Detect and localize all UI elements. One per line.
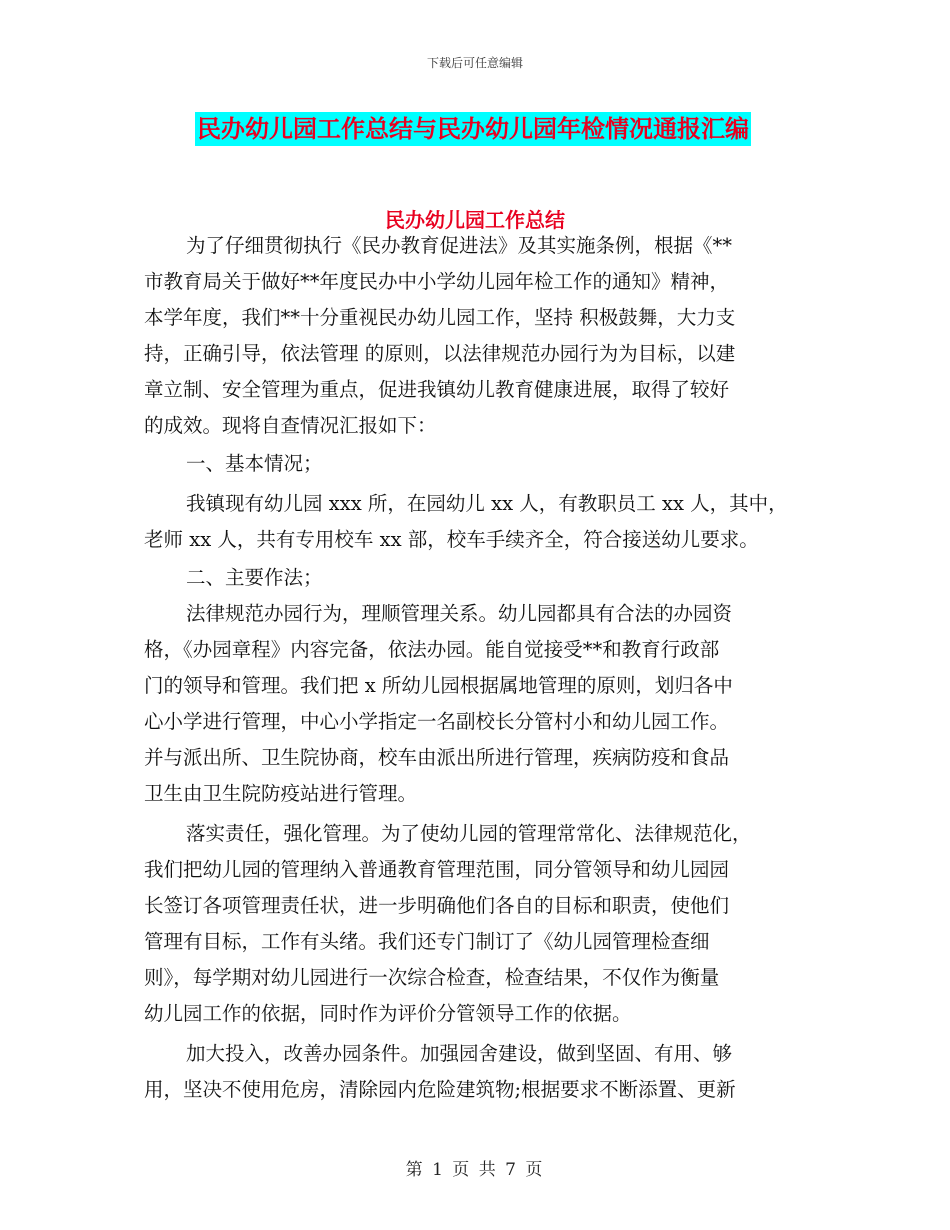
paragraph-line: 本学年度，我们**十分重视民办幼儿园工作，坚持 积极鼓舞，大力支	[144, 306, 736, 329]
section-title: 民办幼儿园工作总结	[385, 208, 565, 232]
paragraph-line: 格，《办园章程》内容完备，依法办园。能自觉接受**和教育行政部	[144, 638, 720, 661]
section-heading-practice: 二、主要作法；	[186, 566, 323, 589]
paragraph-line: 章立制、安全管理为重点，促进我镇幼儿教育健康进展，取得了较好	[144, 378, 730, 401]
paragraph-line: 则》，每学期对幼儿园进行一次综合检查，检查结果，不仅作为衡量	[144, 966, 720, 989]
paragraph-line: 长签订各项管理责任状，进一步明确他们各自的目标和职责，使他们	[144, 894, 730, 917]
paragraph-line: 幼儿园工作的依据，同时作为评价分管领导工作的依据。	[144, 1002, 632, 1025]
paragraph-line: 管理有目标，工作有头绪。我们还专门制订了《幼儿园管理检查细	[144, 930, 710, 953]
paragraph-line: 门的领导和管理。我们把 x 所幼儿园根据属地管理的原则，划归各中	[144, 674, 733, 697]
page-footer: 第 1 页 共 7 页	[405, 1160, 545, 1180]
document-title: 民办幼儿园工作总结与民办幼儿园年检情况通报汇编	[195, 112, 751, 146]
header-note: 下载后可任意编辑	[426, 56, 523, 70]
paragraph-line: 法律规范办园行为，理顺管理关系。幼儿园都具有合法的办园资	[186, 602, 733, 625]
paragraph-line: 老师 xx 人，共有专用校车 xx 部，校车手续齐全，符合接送幼儿要求。	[144, 528, 759, 551]
paragraph-line: 为了仔细贯彻执行《民办教育促进法》及其实施条例，根据《**	[186, 234, 733, 257]
paragraph-line: 加大投入，改善办园条件。加强园舍建设，做到坚固、有用、够	[186, 1042, 733, 1065]
paragraph-line: 持，正确引导，依法管理 的原则，以法律规范办园行为为目标，以建	[144, 342, 736, 365]
section-heading-basic: 一、基本情况；	[186, 452, 323, 475]
paragraph-line: 我们把幼儿园的管理纳入普通教育管理范围，同分管领导和幼儿园园	[144, 858, 730, 881]
paragraph-line: 落实责任，强化管理。为了使幼儿园的管理常常化、法律规范化，	[186, 822, 752, 845]
paragraph-line: 并与派出所、卫生院协商，校车由派出所进行管理，疾病防疫和食品	[144, 746, 730, 769]
paragraph-line: 我镇现有幼儿园 xxx 所，在园幼儿 xx 人，有教职员工 xx 人，其中，	[186, 492, 788, 515]
paragraph-line: 卫生由卫生院防疫站进行管理。	[144, 782, 418, 805]
paragraph-line: 市教育局关于做好**年度民办中小学幼儿园年检工作的通知》精神，	[144, 270, 730, 293]
paragraph-line: 的成效。现将自查情况汇报如下：	[144, 414, 437, 437]
paragraph-line: 用，坚决不使用危房，清除园内危险建筑物;根据要求不断添置、更新	[144, 1078, 736, 1101]
paragraph-line: 心小学进行管理，中心小学指定一名副校长分管村小和幼儿园工作。	[144, 710, 730, 733]
